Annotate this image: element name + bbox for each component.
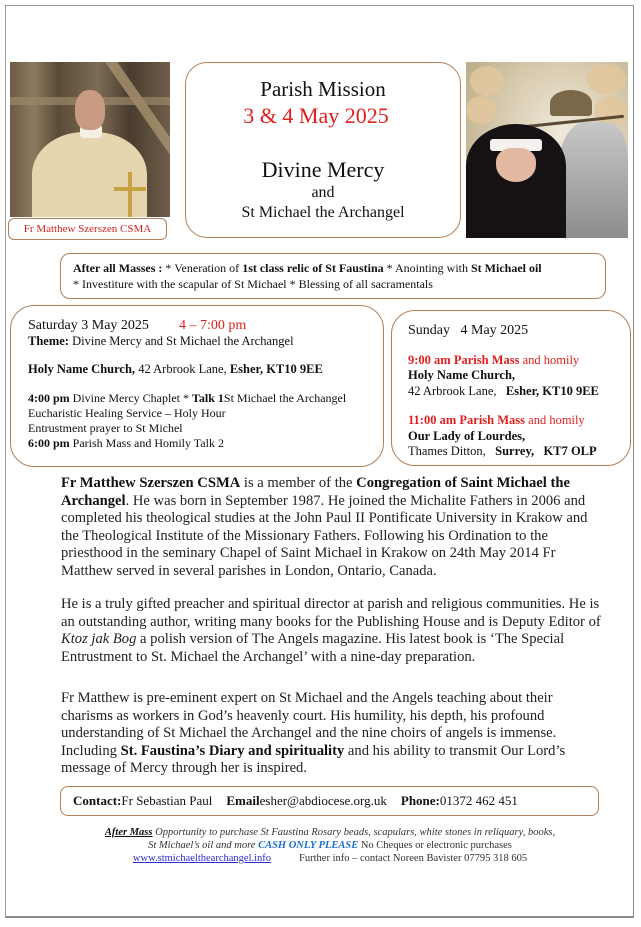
saturday-town: Esher, KT10 9EE [229,362,323,377]
footer-line-3 [60,852,600,865]
sunday-mass1 [408,353,630,369]
title-st-michael: St Michael the Archangel [241,204,405,221]
mass2-rest: and homily [525,413,585,427]
mass2-address: Thames Ditton, [408,444,496,458]
saturday-time: 4 – 7:00 pm [178,318,247,333]
footer-line-1 [60,826,600,839]
bio-text: and his ability to transmit Our Lord’s message of Mercy through her is inspired. [61,742,566,777]
mass2-church [408,429,630,445]
title-parish-mission: Parish Mission [260,77,386,101]
mass1-address: 42 Arbrook Lane, [408,383,506,398]
contact-label: Contact: [73,793,122,808]
bio-paragraph-1 [61,475,601,581]
schedule-text: Divine Mercy Chaplet * [69,390,192,405]
mass1-time: 9:00 am Parish Mass [408,352,520,367]
theme-text: Divine Mercy and St Michael the Archangel [68,333,294,348]
saturday-address: 42 Arbrook Lane, [135,362,230,377]
bio-text: He is a truly gifted preacher and spiritual director at parish and religious communities. He is an outstanding author, writing many books for the Publishing House and is Deputy Editor of [61,596,601,630]
schedule-item [28,436,383,451]
mass1-venue [408,384,630,400]
after-masses-oil: St Michael oil [470,261,542,275]
schedule-item [28,391,383,406]
cross-icon [128,172,132,217]
contact-box [60,786,599,816]
phone-number: 01372 462 451 [439,793,518,808]
after-masses-relic: 1st class relic of St Faustina [242,261,384,275]
saturday-date: Saturday 3 May 2025 [28,318,149,333]
footer-text: St Michael’s oil and more [148,840,259,851]
footer-line-2 [60,839,600,852]
contact-name: Fr Sebastian Paul [121,793,213,808]
sunday-mass2 [408,413,630,429]
mass1-church-name: Holy Name Church, [408,368,516,382]
mass2-time: 11:00 am Parish Mass [408,413,526,427]
saturday-church: Holy Name Church, [28,362,136,377]
after-masses-part: * Anointing with [383,261,471,275]
after-masses-box [60,253,606,299]
bio-text: a polish version of The Angels magazine. His latest book is ‘The Special Entrustment to St. Michael the Archangel’ with a nine-day preparation. [61,631,565,665]
sunday-date: Sunday 4 May 2025 [408,323,529,338]
priest-photo [10,62,170,217]
bio-congregation: Congregation of Saint Michael the Archangel [61,475,570,509]
saturday-box [10,305,384,467]
bio-text: is a member of the [240,475,357,491]
faustina-diary: St. Faustina’s Diary and spirituality [120,742,345,759]
after-masses-line2: * Investiture with the scapular of St Michael * Blessing of all sacramentals [73,277,433,291]
bio-paragraph-3 [61,690,601,778]
title-divine-mercy: Divine Mercy [261,157,385,182]
title-dates: 3 & 4 May 2025 [243,103,389,128]
phone-label: Phone: [400,793,440,808]
bio-name: Fr Matthew Szerszen CSMA [61,475,241,491]
photo-caption [8,218,167,240]
faustina-michael-image [466,62,628,238]
mass2-church-name: Our Lady of Lourdes, [408,428,526,443]
angel-figure [586,64,626,94]
saturday-venue [28,362,383,378]
theme-label: Theme: [28,333,69,348]
mass1-rest: and homily [519,352,580,367]
saturday-header [28,318,383,334]
schedule-text: St Michael the Archangel [223,390,347,405]
bio-paragraph-2 [61,596,601,666]
email-label: Email [226,793,260,808]
bio-text: . He was born in September 1987. He joined the Michalite Fathers in 2006 and completed his theological studies at the John Paul II Pontificate University in Krakow and the Theological Institute of the Missionary Fathers. Following his Ordination to the priesthood in the seminary Chapel of Saint Michael in Krakow on 24th May 2014 Fr Matthew served in several parishes in London, Ontario, Canada. [61,492,588,579]
st-michael-statue [558,122,628,238]
angel-figure [466,96,496,124]
nun-face [496,148,536,182]
mass2-venue [408,444,630,460]
footer-text: No Cheques or electronic purchases [358,840,512,851]
email-address[interactable]: esher@abdiocese.org.uk [259,793,387,808]
schedule-item: Eucharistic Healing Service – Holy Hour [28,405,226,420]
schedule-talk: Talk 1 [191,390,224,405]
further-info: Further info – contact Noreen Bavister 07795 318 605 [299,853,528,864]
saturday-theme [28,334,383,350]
schedule-time: 6:00 pm [28,435,70,450]
after-masses-part: * Veneration of [162,261,243,275]
mass1-church [408,368,630,384]
mass2-town: Surrey, KT7 OLP [495,444,597,458]
cross-icon [114,187,146,191]
after-masses-label: After all Masses : [73,261,163,275]
angel-figure [470,66,504,96]
title-box [185,62,461,238]
bio-text: Fr Matthew is pre-eminent expert on St Michael and the Angels teaching about their charisms as workers in God’s heavenly court. His humility, his depth, his profound understanding of St Michael the Archangel and the nine choirs of angels is immense. Including [61,690,557,759]
photo-caption-text: Fr Matthew Szerszen CSMA [23,223,152,235]
after-masses-line1 [73,260,605,276]
magazine-title: Ktoz jak Bog [61,631,137,648]
website-link[interactable]: www.stmichaelthearchangel.info [132,853,272,864]
schedule-item: Entrustment prayer to St Michel [28,420,183,435]
crown-icon [550,90,592,116]
schedule-time: 4:00 pm [28,390,70,405]
mass1-town: Esher, KT10 9EE [505,383,599,398]
after-mass-label: After Mass [104,827,153,838]
cash-only-notice: CASH ONLY PLEASE [258,840,359,851]
title-and: and [311,184,335,201]
photo-head [75,90,105,130]
footer-text: Opportunity to purchase St Faustina Rosary beads, scapulars, white stones in reliquary, books, [152,827,556,838]
sunday-box [391,310,631,466]
schedule-text: Parish Mass and Homily Talk 2 [69,435,224,450]
saturday-schedule [28,391,383,451]
